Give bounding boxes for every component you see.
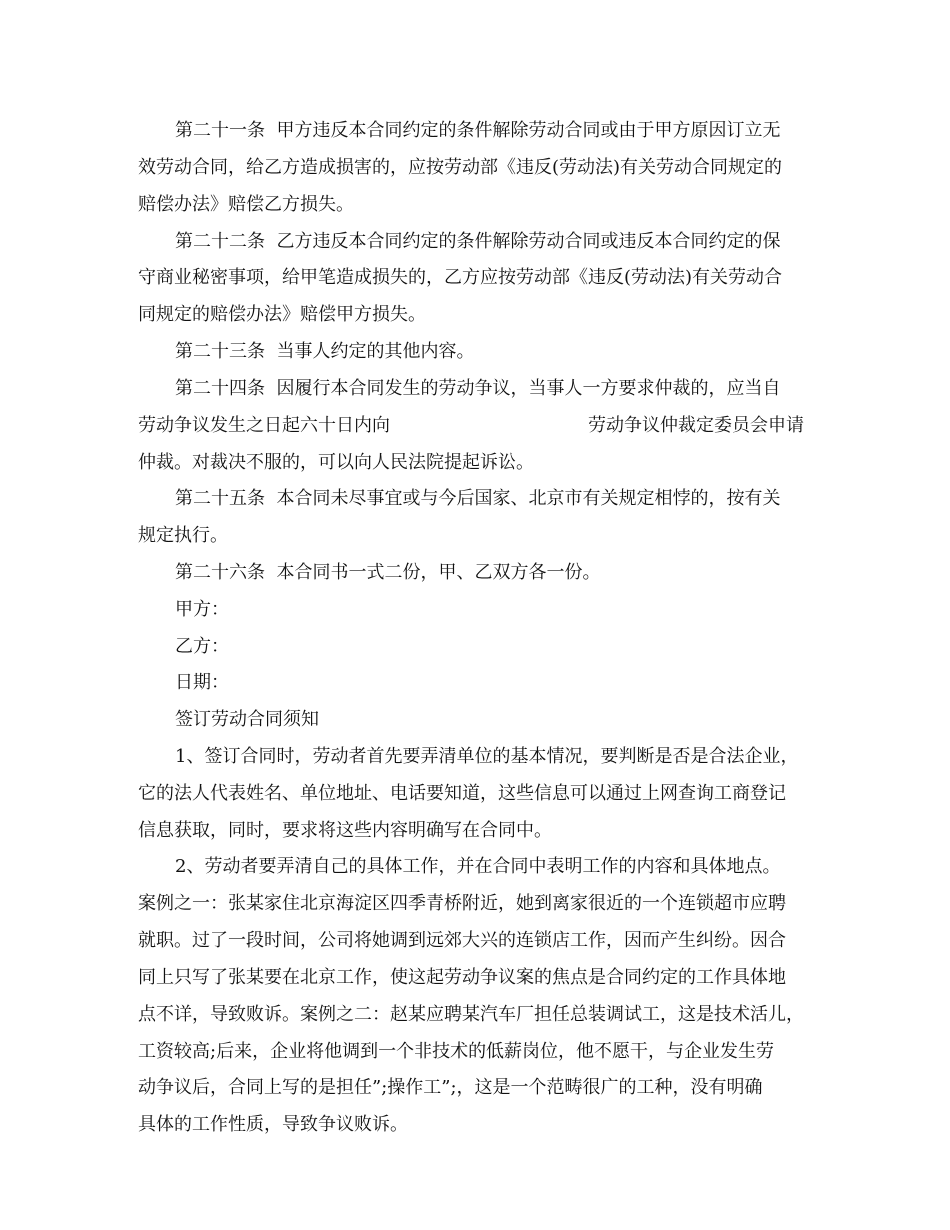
article-25-line-1: 第二十五条 本合同未尽事宜或与今后国家、北京市有关规定相悖的，按有关	[175, 488, 781, 509]
article-21-line-3: 赔偿办法》赔偿乙方损失。	[138, 194, 354, 215]
notice-1-line-3: 信息获取，同时，要求将这些内容明确写在合同中。	[138, 820, 552, 841]
notice-2-line-2: 案例之一：张某家住北京海淀区四季青桥附近，她到离家很近的一个连锁超市应聘	[138, 893, 786, 914]
article-22-line-1: 第二十二条 乙方违反本合同约定的条件解除劳动合同或违反本合同约定的保	[175, 231, 781, 252]
article-22-line-3: 同规定的赔偿办法》赔偿甲方损失。	[138, 304, 426, 325]
article-23-line: 第二十三条 当事人约定的其他内容。	[175, 341, 475, 362]
party-a-label: 甲方：	[175, 599, 229, 620]
notice-1-line-2: 它的法人代表姓名、单位地址、电话要知道，这些信息可以通过上网查询工商登记	[138, 783, 786, 804]
notice-2-line-5: 点不详，导致败诉。案例之二：赵某应聘某汽车厂担任总装调试工，这是技术活儿，	[138, 1004, 804, 1025]
article-21-line-1: 第二十一条 甲方违反本合同约定的条件解除劳动合同或由于甲方原因订立无	[175, 120, 781, 141]
notice-2-line-1: 2、劳动者要弄清自己的具体工作，并在合同中表明工作的内容和具体地点。	[175, 856, 781, 877]
article-24-line-3: 仲裁。对裁决不服的，可以向人民法院提起诉讼。	[138, 452, 534, 473]
article-24-line-1: 第二十四条 因履行本合同发生的劳动争议，当事人一方要求仲裁的，应当自	[175, 378, 781, 399]
date-label: 日期：	[175, 672, 229, 693]
article-24-line-2-left: 劳动争议发生之日起六十日内向	[138, 415, 390, 436]
article-25-line-2: 规定执行。	[138, 525, 228, 546]
article-21-line-2: 效劳动合同，给乙方造成损害的，应按劳动部《违反(劳动法)有关劳动合同规定的	[138, 157, 783, 178]
notice-2-line-6: 工资较高;后来，企业将他调到一个非技术的低薪岗位，他不愿干，与企业发生劳	[138, 1041, 775, 1062]
notice-title: 签订劳动合同须知	[175, 709, 319, 730]
notice-2-line-7: 动争议后，合同上写的是担任”;操作工”;，这是一个范畴很广的工种，没有明确	[138, 1077, 763, 1098]
notice-2-line-8: 具体的工作性质，导致争议败诉。	[138, 1114, 408, 1135]
article-26-line: 第二十六条 本合同书一式二份，甲、乙双方各一份。	[175, 562, 601, 583]
notice-2-line-3: 就职。过了一段时间，公司将她调到远郊大兴的连锁店工作，因而产生纠纷。因合	[138, 930, 786, 951]
article-22-line-2: 守商业秘密事项，给甲笔造成损失的，乙方应按劳动部《违反(劳动法)有关劳动合	[138, 267, 783, 288]
notice-2-line-4: 同上只写了张某要在北京工作，使这起劳动争议案的焦点是合同约定的工作具体地	[138, 967, 786, 988]
notice-1-line-1: 1、签订合同时，劳动者首先要弄清单位的基本情况，要判断是否是合法企业，	[175, 746, 799, 767]
party-b-label: 乙方：	[175, 636, 229, 657]
article-24-line-2-right: 劳动争议仲裁定委员会申请	[588, 415, 804, 436]
